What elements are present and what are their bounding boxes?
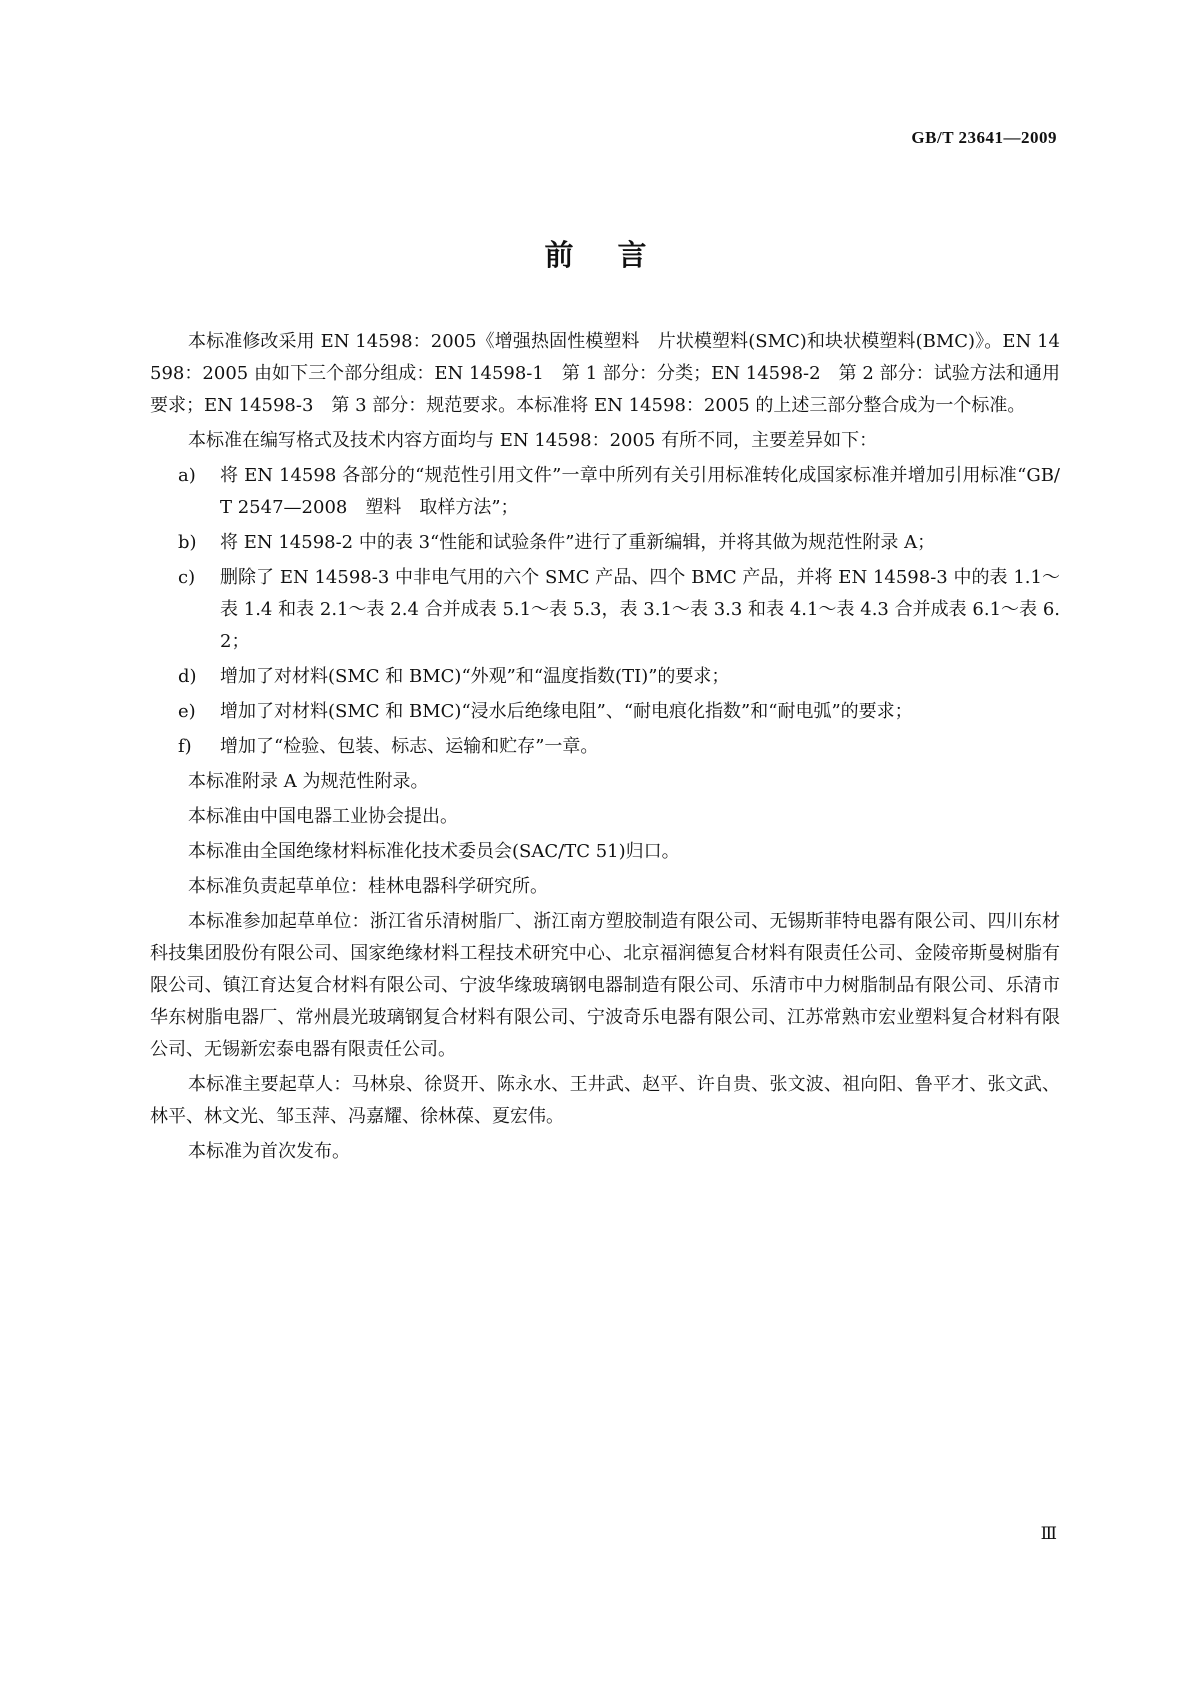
list-marker: a)	[178, 465, 196, 486]
list-item-c	[150, 562, 1060, 658]
document-body	[150, 326, 1060, 1171]
page-title: 前言	[544, 238, 691, 272]
paragraph-intro: 本标准修改采用 EN 14598：2005《增强热固性模塑料 片状模塑料(SMC)和块状模塑料(BMC)》。EN 14598：2005 由如下三个部分组成：EN 14598-1 第 1 部分：分类；EN 14598-2 第 2 部分：试验方法和通用要求；EN 14598-3 第 3 部分：规范要求。本标准将 EN 14598：2005 的上述三部分整合成为一个标准。	[150, 331, 1060, 416]
page-number: Ⅲ	[1040, 1524, 1057, 1543]
paragraph-annex: 本标准附录 A 为规范性附录。	[188, 771, 429, 792]
list-item-text: 删除了 EN 14598-3 中非电气用的六个 SMC 产品、四个 BMC 产品，并将 EN 14598-3 中的表 1.1～表 1.4 和表 2.1～表 2.4 合并成表 5.1～表 5.3，表 3.1～表 3.3 和表 4.1～表 4.3 合并成表 6.1～表 6.2；	[220, 567, 1060, 652]
list-marker: e)	[178, 701, 196, 722]
standard-number: GB/T 23641—2009	[911, 128, 1057, 147]
list-item-a	[150, 460, 1060, 524]
list-item-text: 将 EN 14598-2 中的表 3“性能和试验条件”进行了重新编辑，并将其做为规范性附录 A；	[220, 532, 936, 553]
list-marker: c)	[178, 567, 196, 588]
list-item-d	[150, 661, 1060, 693]
paragraph-proposer: 本标准由中国电器工业协会提出。	[188, 806, 458, 827]
list-item-f	[150, 731, 1060, 763]
paragraph-differences: 本标准在编写格式及技术内容方面均与 EN 14598：2005 有所不同，主要差异如下：	[188, 430, 878, 451]
paragraph-first-release: 本标准为首次发布。	[188, 1141, 350, 1162]
paragraph-lead-drafter: 本标准负责起草单位：桂林电器科学研究所。	[188, 876, 548, 897]
list-item-e	[150, 696, 1060, 728]
list-item-text: 将 EN 14598 各部分的“规范性引用文件”一章中所列有关引用标准转化成国家标准并增加引用标准“GB/T 2547—2008 塑料 取样方法”；	[220, 465, 1060, 518]
list-item-text: 增加了对材料(SMC 和 BMC)“浸水后绝缘电阻”、“耐电痕化指数”和“耐电弧”的要求；	[220, 701, 913, 722]
paragraph-participating-drafters: 本标准参加起草单位：浙江省乐清树脂厂、浙江南方塑胶制造有限公司、无锡斯菲特电器有限公司、四川东材科技集团股份有限公司、国家绝缘材料工程技术研究中心、北京福润德复合材料有限责任公司、金陵帝斯曼树脂有限公司、镇江育达复合材料有限公司、宁波华缘玻璃钢电器制造有限公司、乐清市中力树脂制品有限公司、乐清市华东树脂电器厂、常州晨光玻璃钢复合材料有限公司、宁波奇乐电器有限公司、江苏常熟市宏业塑料复合材料有限公司、无锡新宏泰电器有限责任公司。	[150, 911, 1060, 1060]
list-marker: b)	[178, 532, 197, 553]
list-item-text: 增加了“检验、包装、标志、运输和贮存”一章。	[220, 736, 599, 757]
list-marker: d)	[178, 666, 197, 687]
paragraph-main-authors: 本标准主要起草人：马林泉、徐贤开、陈永水、王井武、赵平、许自贵、张文波、祖向阳、鲁平才、张文武、林平、林文光、邹玉萍、冯嘉耀、徐林葆、夏宏伟。	[150, 1074, 1060, 1127]
list-item-b	[150, 527, 1060, 559]
paragraph-committee: 本标准由全国绝缘材料标准化技术委员会(SAC/TC 51)归口。	[188, 841, 680, 862]
list-marker: f)	[178, 736, 192, 757]
list-item-text: 增加了对材料(SMC 和 BMC)“外观”和“温度指数(TI)”的要求；	[220, 666, 730, 687]
